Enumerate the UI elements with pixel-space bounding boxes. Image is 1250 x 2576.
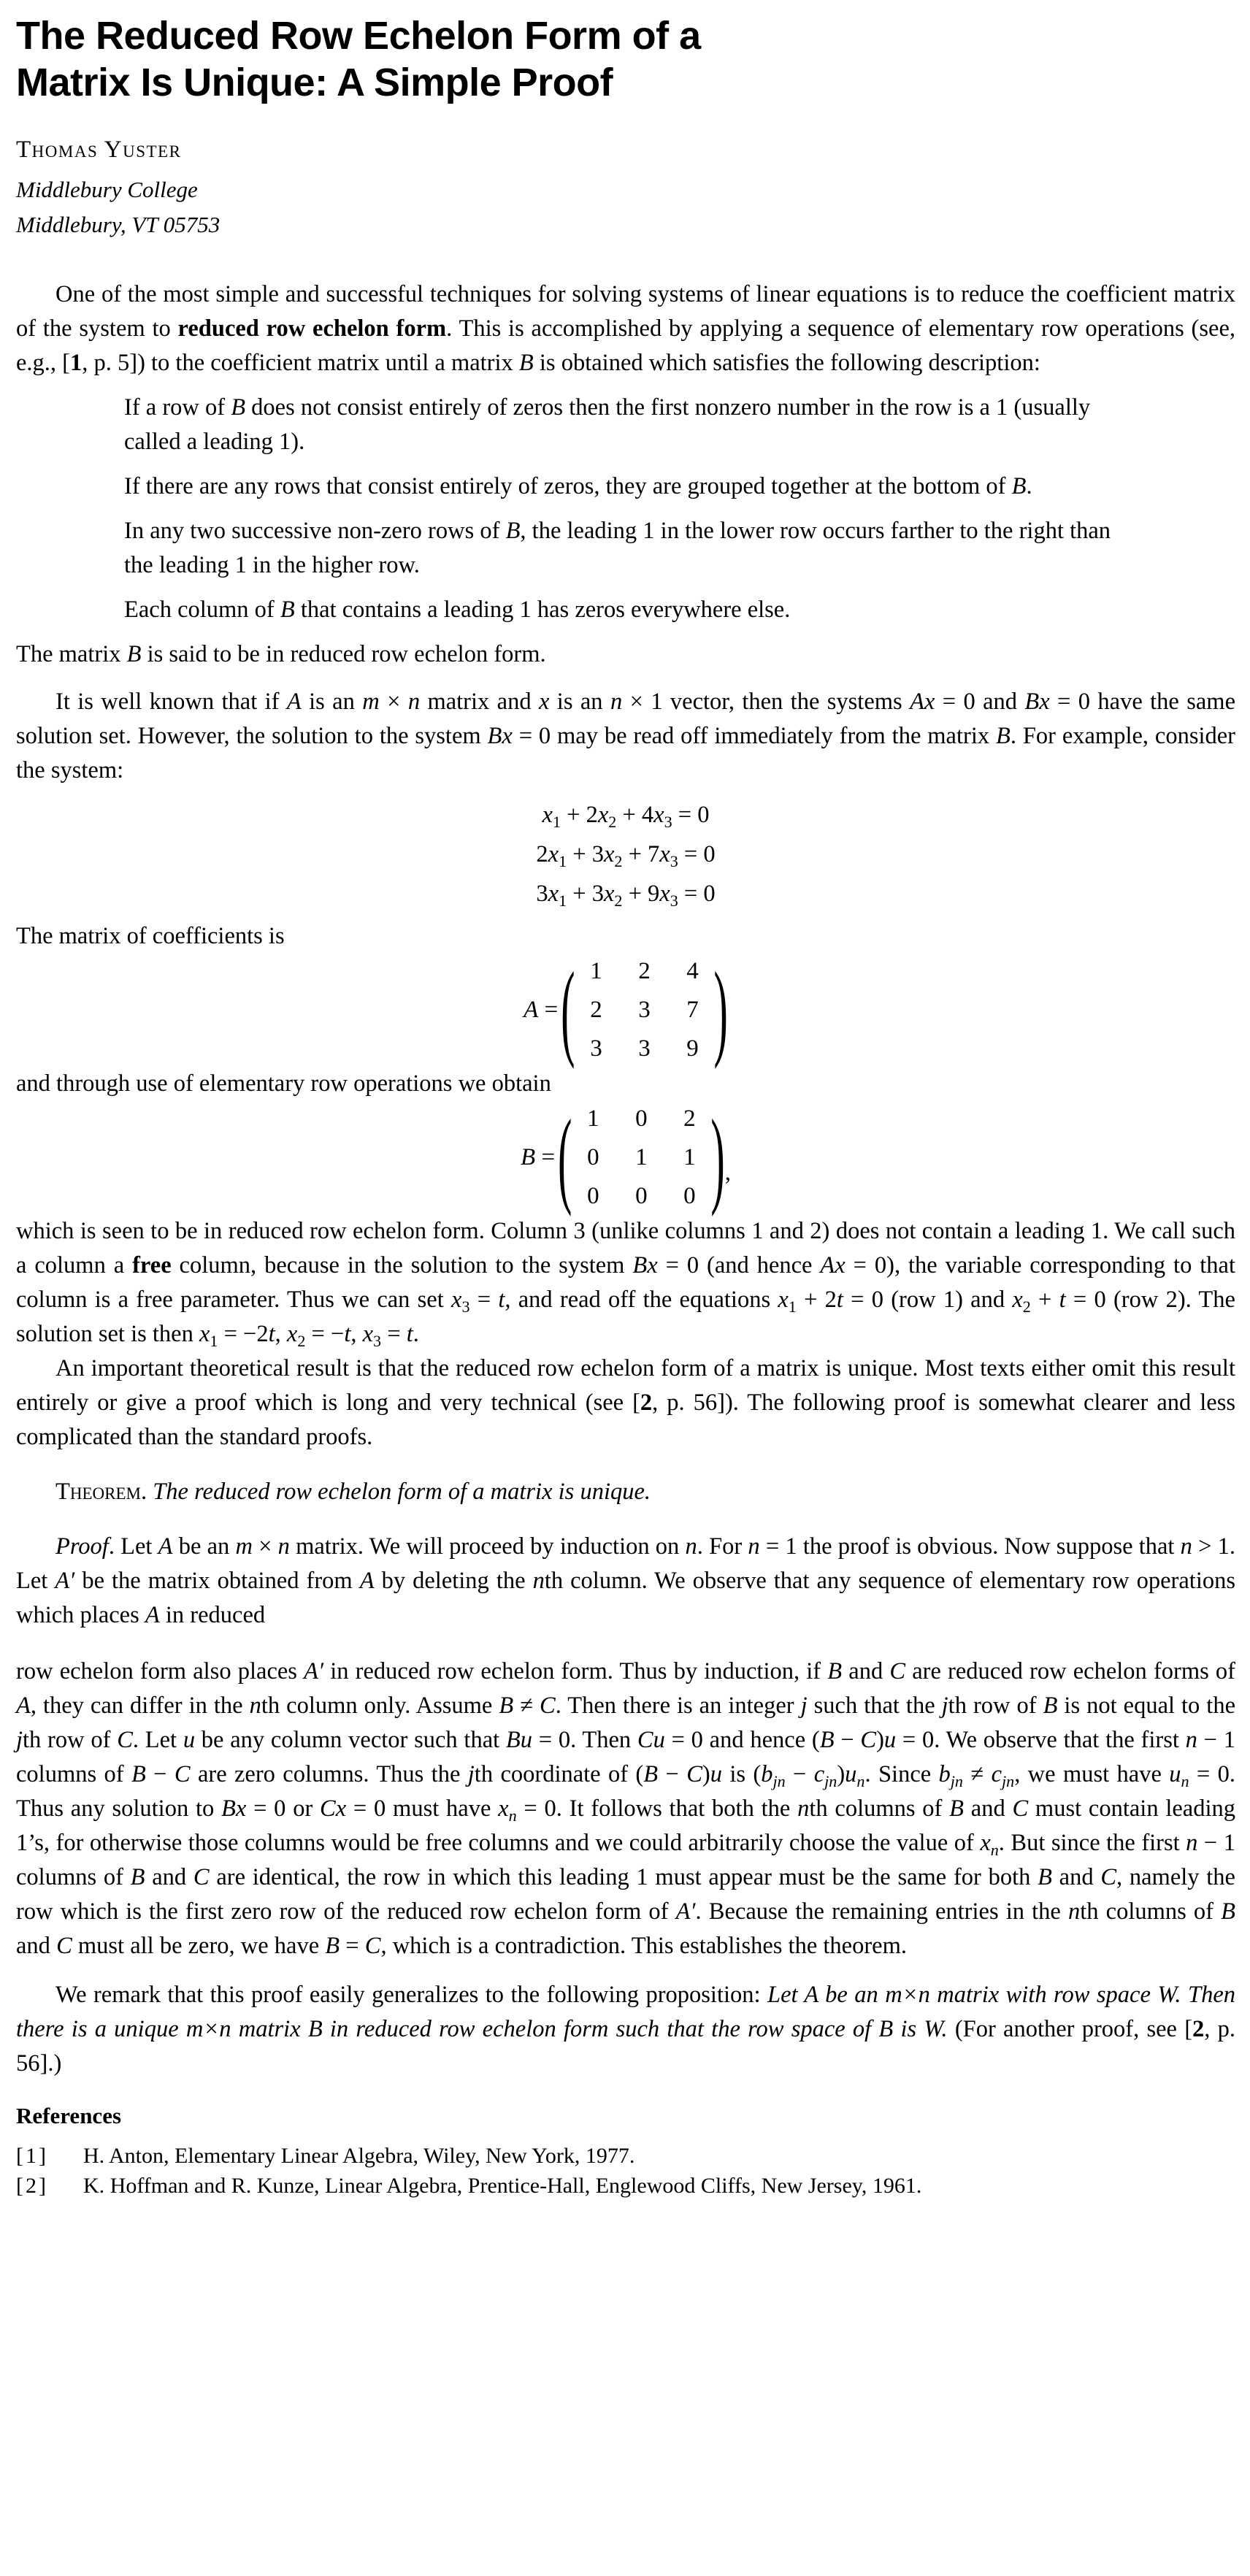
left-paren-icon: ( xyxy=(561,948,575,1070)
right-paren-icon: ) xyxy=(713,948,728,1070)
paper-title-line-2: Matrix Is Unique: A Simple Proof xyxy=(16,60,613,104)
matrix-cell: 1 xyxy=(590,958,602,985)
paper-title-line-1: The Reduced Row Echelon Form of a xyxy=(16,14,701,58)
paragraph-important-result: An important theoretical result is that the reduced row echelon form of a matrix is unique. Most texts either omit this result entirely or give a proof which is long and very technical (see [2, p. 56]). The following proof is somewhat clearer and less complicated than the standard proofs. xyxy=(16,1355,1235,1451)
matrix-cell: 2 xyxy=(683,1105,696,1132)
proof-part-2: row echelon form also places A′ in reduced row echelon form. Thus by induction, if B and C are reduced row echelon forms of A, they can differ in the nth column only. Assume B ≠ C. Then there is an integer j such that the jth row of B is not equal to the jth row of C. Let u be any column vector such that Bu = 0. Then Cu = 0 and hence (B − C)u = 0. We observe that the first n − 1 columns of B − C are zero columns. Thus the jth coordinate of (B − C)u is $(b_{jn} - c_{jn})u_n$. Since $b_{jn} \ne c_{jn}$, we must have $u_n = 0$. Thus any solution to Bx = 0 or Cx = 0 must have $x_n = 0$. It follows that both the nth columns of B and C must contain leading 1’s, for otherwise those columns would be free columns and we could arbitrarily choose the value of $x_n$. But since the first n − 1 columns of B and C are identical, the row in which this leading 1 must appear must be the same for both B and C, namely the row which is the first zero row of the reduced row echelon form of A′. Because the remaining entries in the nth columns of B and C must all be zero, we have B = C, which is a contradiction. This establishes the theorem. xyxy=(16,1658,1236,1960)
paragraph-free-column: which is seen to be in reduced row echelon form. Column 3 (unlike columns 1 and 2) does not contain a leading 1. We call such a column a free column, because in the solution to the system Bx = 0 (and hence Ax = 0), the variable corresponding to that column is a free parameter. Thus we can set $x_3 = t$, and read off the equations $x_1 + 2t = 0$ (row 1) and $x_2 + t = 0$ (row 2). The solution set is then $x_1 = -2t$, $x_2 = -t$, $x_3 = t$. xyxy=(16,1218,1235,1350)
paragraph-rowops: and through use of elementary row operations we obtain xyxy=(16,1070,551,1097)
reference-2 xyxy=(16,2171,1235,2201)
matrix-cell: 1 xyxy=(635,1144,648,1171)
left-paren-icon: ( xyxy=(558,1096,572,1218)
page-break-gap xyxy=(16,1633,1235,1655)
equation-2: $2x_1 + 3x_2 + 7x_3 = 0$ xyxy=(536,841,716,870)
matrix-cell: 9 xyxy=(686,1035,699,1062)
paragraph-systems: It is well known that if A is an m × n matrix and x is an n × 1 vector, then the systems Ax = 0 and Bx = 0 have the same solution set. However, the solution to the system Bx = 0 may be read off immediately from the matrix B. For example, consider the system: xyxy=(16,689,1236,784)
reference-label: [1] xyxy=(16,2144,48,2169)
equation-1: $x_1 + 2x_2 + 4x_3 = 0$ xyxy=(542,802,710,831)
author-affiliation xyxy=(16,172,1235,242)
proof-part-1: Proof. Let A be an m × n matrix. We will proceed by induction on n. For n = 1 the proof is obvious. Now suppose that n > 1. Let A′ be the matrix obtained from A by deleting the nth column. We observe that any sequence of elementary row operations which places A in reduced xyxy=(16,1533,1235,1629)
affiliation-line-2: Middlebury, VT 05753 xyxy=(16,212,221,238)
equation-system xyxy=(16,795,1235,913)
matrix-cell: 0 xyxy=(587,1183,599,1210)
matrix-B-suffix: , xyxy=(724,1159,731,1187)
matrix-cell: 2 xyxy=(590,997,602,1024)
matrix-cell: 3 xyxy=(638,1035,651,1062)
paragraph-after-rules: The matrix B is said to be in reduced row echelon form. xyxy=(16,641,546,668)
matrix-cell: 0 xyxy=(635,1105,648,1132)
author-name: Thomas Yuster xyxy=(16,137,182,164)
rule-item-3: In any two successive non-zero rows of B, the leading 1 in the lower row occurs farther to the right than the leading 1 in the higher row. xyxy=(124,518,1111,579)
matrix-cell: 1 xyxy=(683,1144,696,1171)
reference-text: K. Hoffman and R. Kunze, Linear Algebra, Prentice-Hall, Englewood Cliffs, New Jersey, 1961. xyxy=(83,2174,922,2199)
paragraph-coefficients-intro: The matrix of coefficients is xyxy=(16,923,285,950)
reference-1 xyxy=(16,2141,1235,2171)
paper-title xyxy=(16,13,1235,106)
affiliation-line-1: Middlebury College xyxy=(16,177,198,203)
references-heading: References xyxy=(16,2103,122,2129)
matrix-cell: 0 xyxy=(683,1183,696,1210)
matrix-A-label: A = xyxy=(524,997,559,1024)
theorem-statement: Theorem. The reduced row echelon form of a matrix is unique. xyxy=(55,1479,651,1506)
matrix-B-grid xyxy=(579,1107,703,1208)
matrix-cell: 1 xyxy=(587,1105,599,1132)
reference-label: [2] xyxy=(16,2174,48,2199)
matrix-A-grid xyxy=(583,959,707,1061)
matrix-B-display xyxy=(16,1096,1235,1218)
paragraph-intro: One of the most simple and successful techniques for solving systems of linear equations is to reduce the coefficient matrix of the system to reduced row echelon form. This is accomplished by applying a sequence of elementary row operations (see, e.g., [1, p. 5]) to the coefficient matrix until a matrix B is obtained which satisfies the following description: xyxy=(16,281,1235,377)
matrix-cell: 3 xyxy=(590,1035,602,1062)
right-paren-icon: ) xyxy=(710,1096,725,1218)
equation-3: $3x_1 + 3x_2 + 9x_3 = 0$ xyxy=(536,881,716,910)
matrix-cell: 2 xyxy=(638,958,651,985)
matrix-cell: 0 xyxy=(587,1144,599,1171)
matrix-cell: 0 xyxy=(635,1183,648,1210)
matrix-cell: 4 xyxy=(686,958,699,985)
matrix-A-display xyxy=(16,948,1235,1070)
rule-item-1: If a row of B does not consist entirely of zeros then the first nonzero number in the row is a 1 (usually called a leading 1). xyxy=(124,394,1091,456)
paragraph-remark: We remark that this proof easily generalizes to the following proposition: Let A be an m×n matrix with row space W. Then there is a unique m×n matrix B in reduced row echelon form such that the row space of B is W. (For another proof, see [2, p. 56].) xyxy=(16,1982,1236,2077)
rule-item-2: If there are any rows that consist entirely of zeros, they are grouped together at the bottom of B. xyxy=(124,473,1032,500)
matrix-B-label: B = xyxy=(521,1144,556,1171)
matrix-cell: 3 xyxy=(638,997,651,1024)
echelon-rules-list xyxy=(124,391,1132,627)
reference-text: H. Anton, Elementary Linear Algebra, Wiley, New York, 1977. xyxy=(83,2144,635,2169)
matrix-cell: 7 xyxy=(686,997,699,1024)
rule-item-4: Each column of B that contains a leading 1 has zeros everywhere else. xyxy=(124,597,791,624)
